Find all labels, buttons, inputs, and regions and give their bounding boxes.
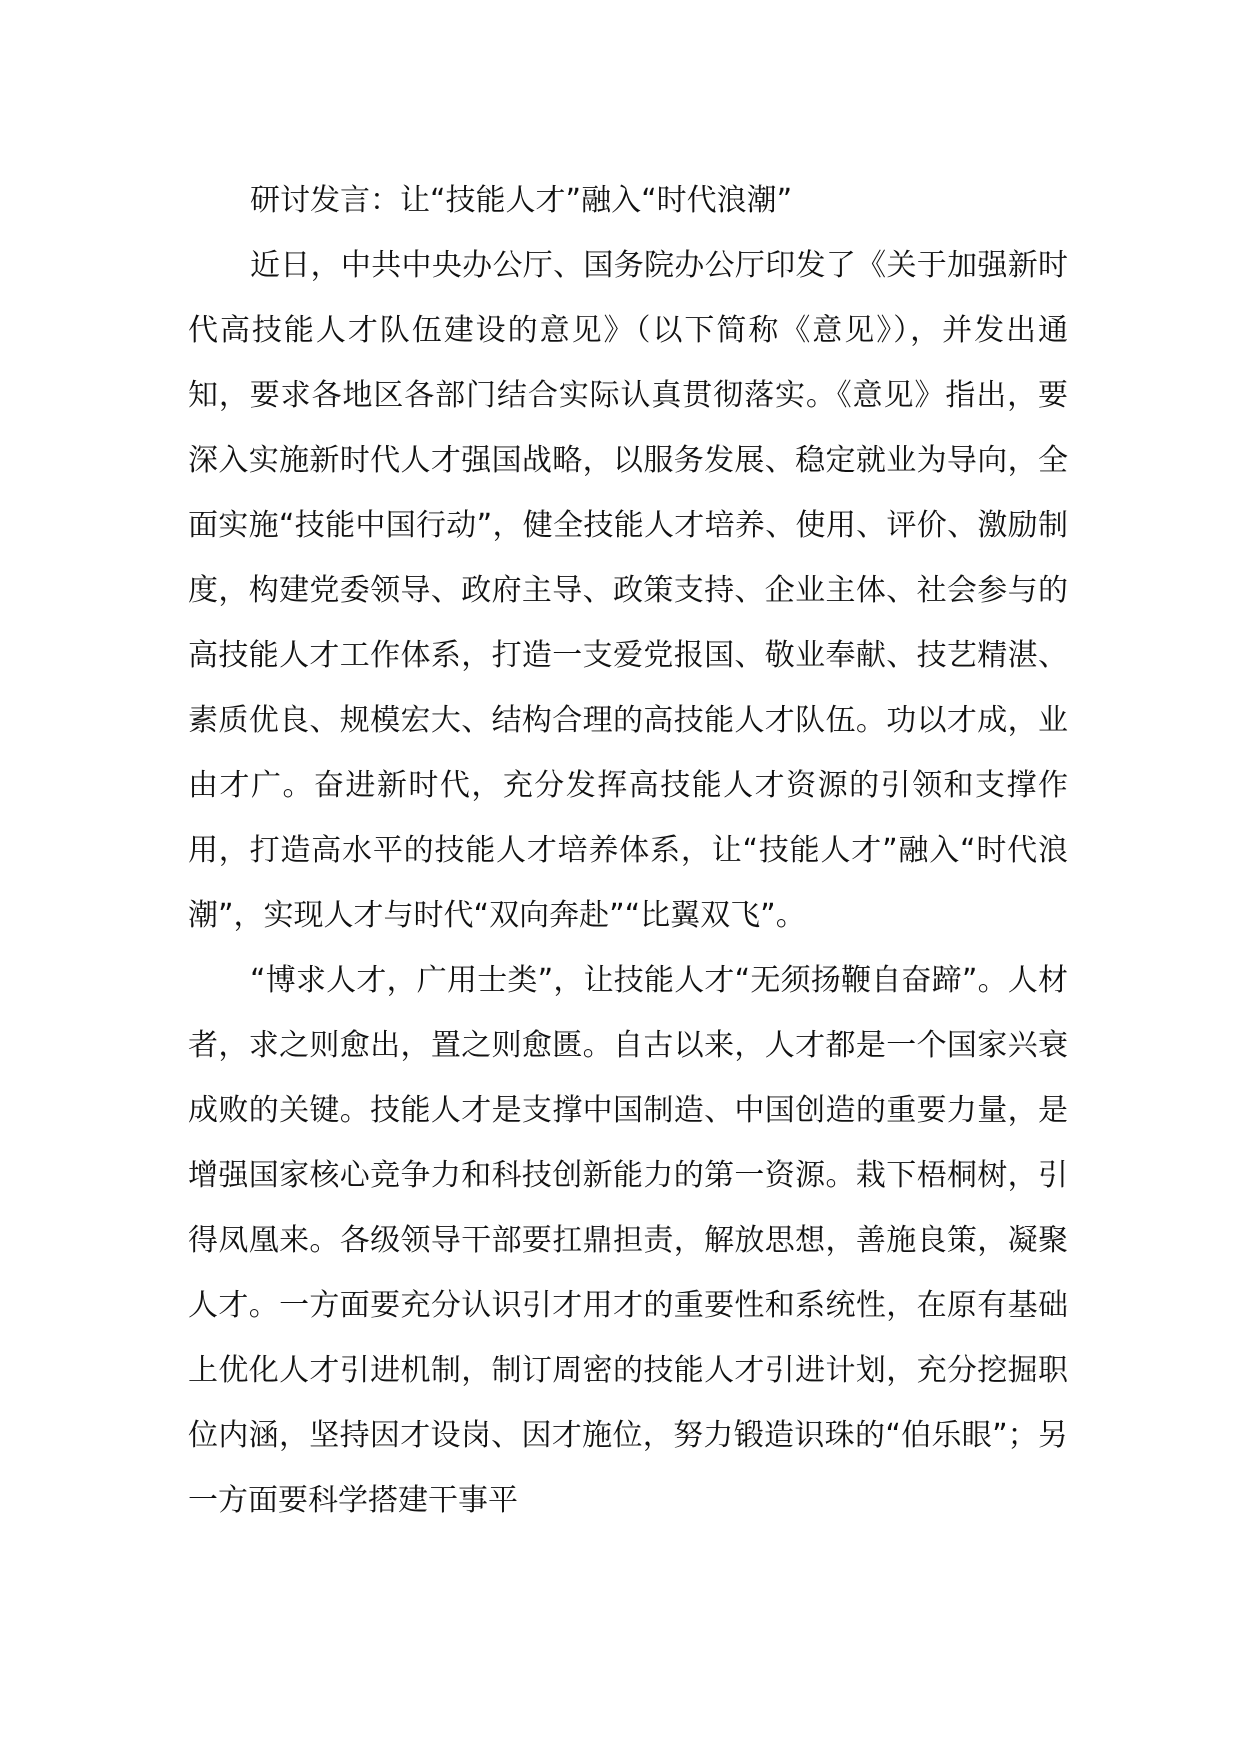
paragraph-1: 近日，中共中央办公厅、国务院办公厅印发了《关于加强新时代高技能人才队伍建设的意见》（以下简称《意见》），并发出通知，要求各地区各部门结合实际认真贯彻落实。《意见》指出，要深入实施新时代人才强国战略，以服务发展、稳定就业为导向，全面实施“技能中国行动”，健全技能人才培养、使用、评价、激励制度，构建党委领导、政府主导、政策支持、企业主体、社会参与的高技能人才工作体系，打造一支爱党报国、敬业奉献、技艺精湛、素质优良、规模宏大、结构合理的高技能人才队伍。功以才成，业由才广。奋进新时代，充分发挥高技能人才资源的引领和支撑作用，打造高水平的技能人才培养体系，让“技能人才”融入“时代浪潮”，实现人才与时代“双向奔赴”“比翼双飞”。 [188, 248, 1068, 933]
document-body [188, 168, 1068, 1533]
document-title: 研讨发言：让“技能人才”融入“时代浪潮” [250, 183, 793, 218]
paragraph-2: “博求人才，广用士类”，让技能人才“无须扬鞭自奋蹄”。人材者，求之则愈出，置之则愈匮。自古以来，人才都是一个国家兴衰成败的关键。技能人才是支撑中国制造、中国创造的重要力量，是增强国家核心竞争力和科技创新能力的第一资源。栽下梧桐树，引得凤凰来。各级领导干部要扛鼎担责，解放思想，善施良策，凝聚人才。一方面要充分认识引才用才的重要性和系统性，在原有基础上优化人才引进机制，制订周密的技能人才引进计划，充分挖掘职位内涵，坚持因才设岗、因才施位，努力锻造识珠的“伯乐眼”；另一方面要科学搭建干事平 [188, 963, 1068, 1518]
